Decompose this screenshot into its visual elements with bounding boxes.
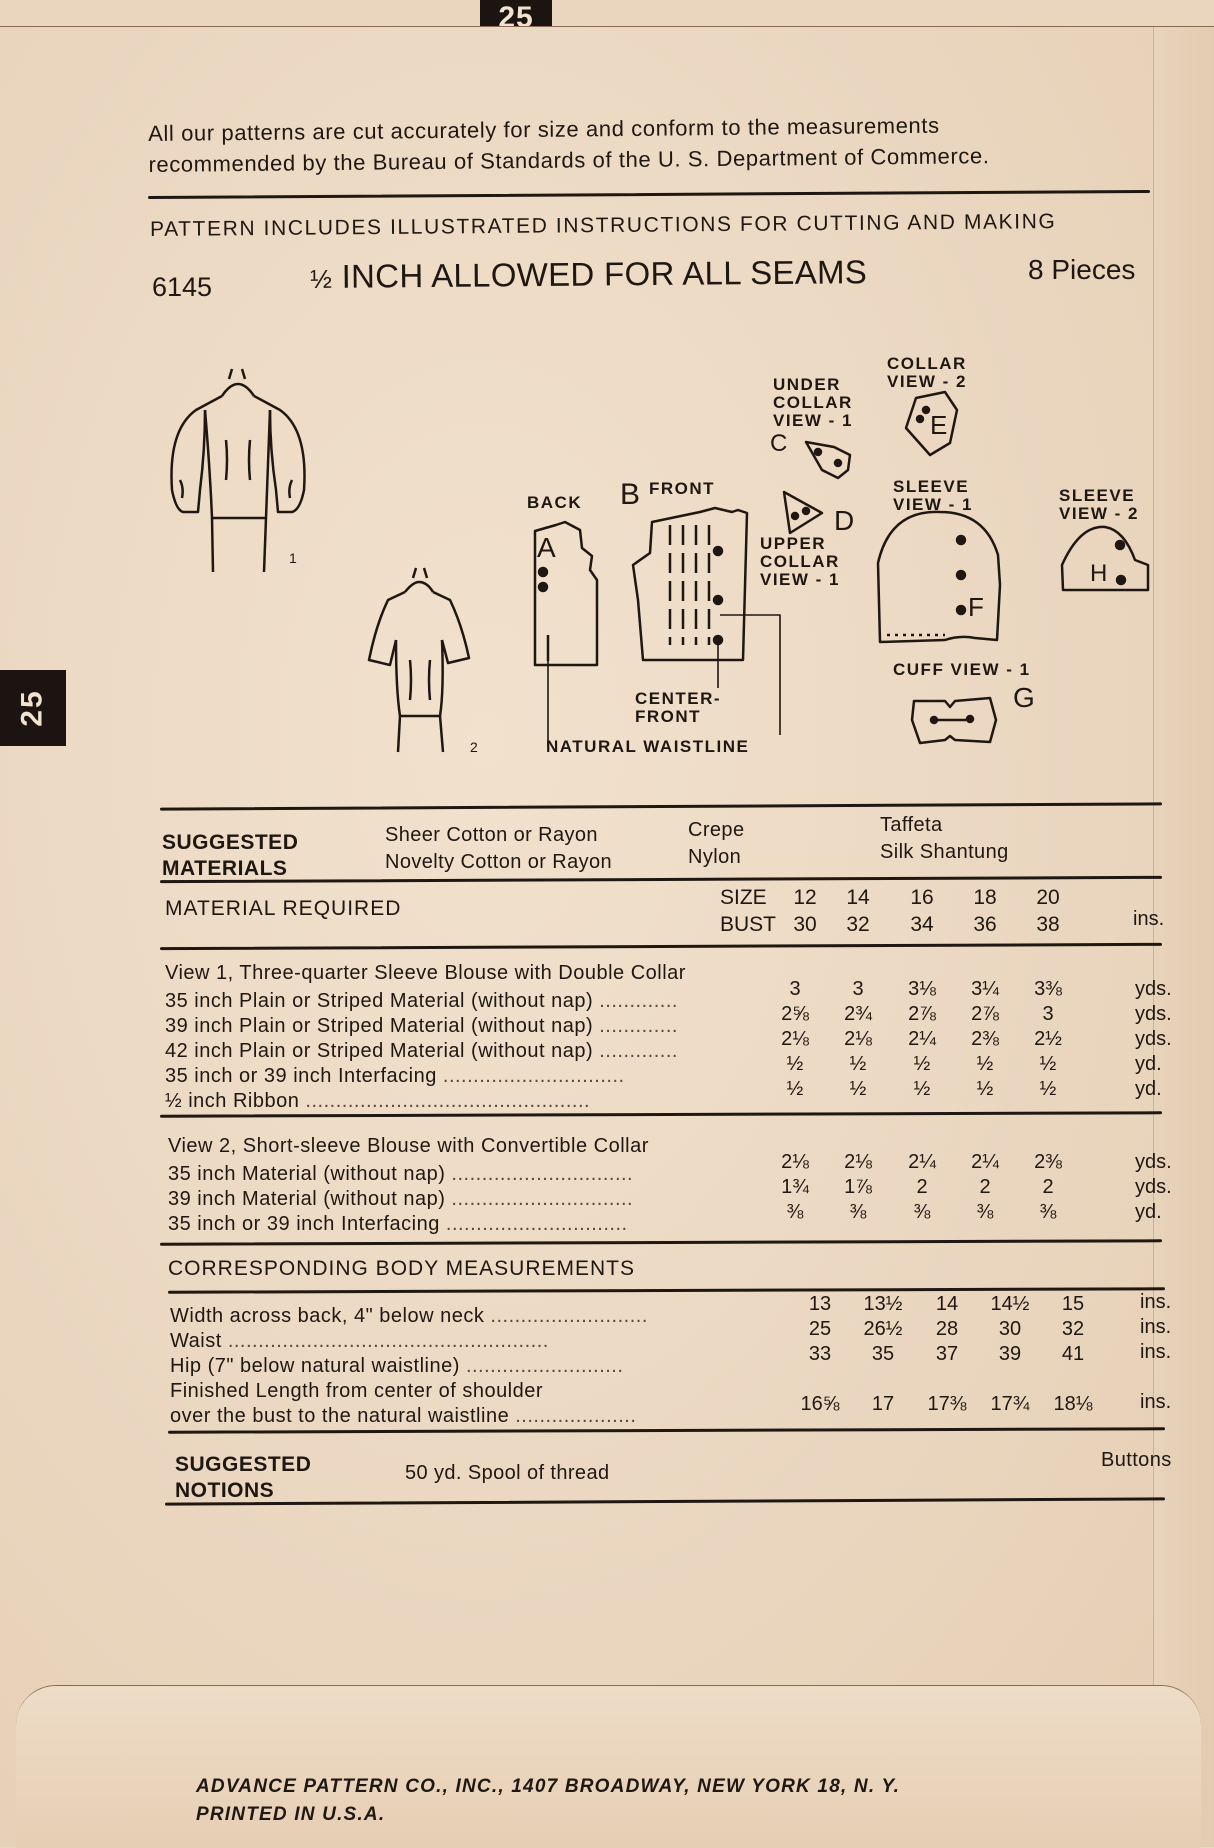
cell-value: 14 [935,1293,959,1315]
cell-value: ½ [849,1078,867,1100]
cell-value: 37 [935,1343,959,1365]
size-value: 18 [973,886,997,909]
unit-label: yd. [1135,1201,1162,1223]
view1-number: 1 [289,550,297,566]
seam-fraction: ½ [310,263,333,294]
row-label: 35 inch or 39 inch Interfacing .............................. [165,1065,625,1087]
cell-value: ½ [913,1053,931,1075]
materials-column-3: Taffeta Silk Shantung [880,814,1009,863]
size-value: 16 [910,886,934,909]
sleeve-view2-label: SLEEVE VIEW - 2 [1059,486,1140,523]
cell-value: 1⅞ [844,1176,872,1198]
front-letter: B [620,478,641,511]
cell-value: 2⅞ [908,1003,936,1025]
view2-blouse-illustration [369,568,469,752]
center-front-label: CENTER- FRONT [635,689,722,726]
cell-value: 2⅜ [971,1028,999,1050]
cell-value: 2⅛ [844,1151,872,1173]
cell-value: ⅜ [1039,1201,1057,1223]
suggested-materials-heading: SUGGESTED MATERIALS [162,831,299,880]
unit-label: ins. [1140,1291,1172,1313]
row-label: 35 inch or 39 inch Interfacing .............................. [168,1213,628,1235]
publisher-address: ADVANCE PATTERN CO., INC., 1407 BROADWAY, NEW YORK 18, N. Y. [196,1776,901,1797]
cell-value: 25 [808,1318,832,1340]
cell-value: 2⅞ [971,1003,999,1025]
cell-value: 16⅝ [800,1393,840,1415]
pattern-number: 6145 [152,272,213,302]
under-collar-pattern-piece [806,442,850,478]
size-value: 20 [1036,886,1060,909]
row-label: Width across back, 4" below neck .......................... [170,1305,648,1327]
cell-value: ⅜ [786,1201,804,1223]
seam-text: INCH ALLOWED FOR ALL SEAMS [341,253,868,295]
waistline-indicator-lines [548,615,780,747]
row-label: 39 inch Material (without nap) .............................. [168,1188,634,1210]
cell-value: 18⅛ [1053,1393,1093,1415]
cell-value: 41 [1061,1343,1085,1365]
cell-value: 2¼ [908,1151,936,1173]
front-pattern-piece-B [633,508,747,660]
row-label: ½ inch Ribbon ............................................... [165,1090,591,1112]
cell-value: 13½ [863,1293,903,1315]
cell-value: 35 [871,1343,895,1365]
cell-value: ⅜ [849,1201,867,1223]
cuff-pattern-piece [912,698,996,743]
cuff-letter: G [1013,682,1035,713]
notion-buttons: Buttons [1101,1449,1172,1471]
cell-value: ½ [1039,1053,1057,1075]
cell-value: 14½ [990,1293,1030,1315]
unit-label: ins. [1140,1341,1172,1363]
size-value: 14 [846,886,870,909]
piece-count: 8 Pieces [1028,254,1136,285]
back-label: BACK [527,493,583,512]
row-label: 35 inch Material (without nap) .............................. [168,1163,634,1185]
cell-value: 2⅝ [781,1003,809,1025]
bust-value: 34 [910,913,934,936]
cell-value: 2 [1042,1176,1054,1198]
bust-value: 36 [973,913,997,936]
illustrations-area [0,340,1214,790]
cell-value: ½ [976,1053,994,1075]
bust-value: 30 [793,913,817,936]
sleeve-view1-letter: F [968,592,984,622]
front-label: FRONT [649,479,716,498]
view1-blouse-illustration [172,369,305,572]
unit-label: yds. [1135,1028,1172,1050]
cell-value: 15 [1061,1293,1085,1315]
view1-title: View 1, Three-quarter Sleeve Blouse with Double Collar [165,962,686,984]
sleeve-view1-label: SLEEVE VIEW - 1 [893,477,974,514]
unit-label: yds. [1135,1176,1172,1198]
materials-column-1: Sheer Cotton or Rayon Novelty Cotton or Rayon [385,824,613,873]
row-label: Finished Length from center of shoulder [170,1380,544,1402]
sleeve-view2-letter: H [1090,560,1108,587]
publisher-footer [196,1773,900,1829]
intro-line-1: All our patterns are cut accurately for size and conform to the measurements [148,112,940,146]
cell-value: 2 [916,1176,928,1198]
size-value: 12 [793,886,817,909]
cuff-label: CUFF VIEW - 1 [893,660,1031,679]
cell-value: 2⅛ [781,1028,809,1050]
view2-number: 2 [470,739,478,755]
cell-value: ⅜ [913,1201,931,1223]
unit-label: yd. [1135,1078,1162,1100]
cell-value: 3 [789,978,801,1000]
cell-value: 28 [935,1318,959,1340]
cell-value: 3⅛ [908,978,936,1000]
cell-value: 3 [1042,1003,1054,1025]
cell-value: 3⅜ [1034,978,1062,1000]
cell-value: 39 [998,1343,1022,1365]
upper-collar-pattern-piece [784,492,822,533]
cell-value: ½ [913,1078,931,1100]
collar-view2-letter: E [930,410,948,440]
row-label: over the bust to the natural waistline .................... [170,1405,637,1427]
cell-value: 2¾ [844,1003,872,1025]
bust-value: 38 [1036,913,1060,936]
cell-value: 1¾ [781,1176,809,1198]
back-letter: A [537,532,556,563]
cell-value: 17¾ [990,1393,1030,1415]
bust-unit: ins. [1133,908,1165,930]
notion-thread: 50 yd. Spool of thread [405,1462,610,1484]
bust-label: BUST [720,913,777,936]
cell-value: 2⅛ [781,1151,809,1173]
cell-value: 26½ [863,1318,903,1340]
cell-value: ½ [786,1053,804,1075]
body-measurements-heading: CORRESPONDING BODY MEASUREMENTS [168,1257,636,1280]
cell-value: 17 [871,1393,895,1415]
material-required-heading: MATERIAL REQUIRED [165,897,402,920]
unit-label: ins. [1140,1391,1172,1413]
row-label: 39 inch Plain or Striped Material (without nap) ............. [165,1015,678,1037]
row-label: 42 inch Plain or Striped Material (without nap) ............. [165,1040,678,1062]
cell-value: 2¼ [908,1028,936,1050]
cell-value: ½ [786,1078,804,1100]
unit-label: ins. [1140,1316,1172,1338]
cell-value: 3 [852,978,864,1000]
pattern-includes-text: PATTERN INCLUDES ILLUSTRATED INSTRUCTIONS FOR CUTTING AND MAKING [150,210,1057,241]
cell-value: 3¼ [971,978,999,1000]
collar-view2-label: COLLAR VIEW - 2 [887,354,968,391]
size-tab-left-label: 25 [16,689,49,727]
cell-value: 17⅜ [927,1393,967,1415]
seam-allowance [310,253,867,296]
cell-value: ½ [849,1053,867,1075]
intro-line-2: recommended by the Bureau of Standards of the U. S. Department of Commerce. [148,143,990,177]
unit-label: yds. [1135,1003,1172,1025]
cell-value: 2⅜ [1034,1151,1062,1173]
materials-column-2: Crepe Nylon [688,819,745,868]
under-collar-label: UNDER COLLAR VIEW - 1 [773,375,854,430]
cell-value: ½ [976,1078,994,1100]
natural-waistline-label: NATURAL WAISTLINE [546,737,750,756]
size-label: SIZE [720,886,767,909]
cell-value: 2 [979,1176,991,1198]
unit-label: yd. [1135,1053,1162,1075]
row-label: Hip (7" below natural waistline) .......................... [170,1355,624,1377]
cell-value: ½ [1039,1078,1057,1100]
cell-value: 2½ [1034,1028,1062,1050]
cell-value: 32 [1061,1318,1085,1340]
suggested-notions-heading: SUGGESTED NOTIONS [175,1453,312,1502]
row-label: 35 inch Plain or Striped Material (without nap) ............. [165,990,678,1012]
printed-in: PRINTED IN U.S.A. [196,1804,386,1825]
upper-collar-letter: D [834,505,855,536]
cell-value: 33 [808,1343,832,1365]
cell-value: 2⅛ [844,1028,872,1050]
upper-collar-label: UPPER COLLAR VIEW - 1 [760,534,841,589]
unit-label: yds. [1135,1151,1172,1173]
intro-statement [148,107,1154,180]
cell-value: 13 [808,1293,832,1315]
cell-value: 2¼ [971,1151,999,1173]
cell-value: ⅜ [976,1201,994,1223]
cell-value: 30 [998,1318,1022,1340]
unit-label: yds. [1135,978,1172,1000]
view2-title: View 2, Short-sleeve Blouse with Convertible Collar [168,1135,649,1157]
size-tab-top: 25 [480,0,552,26]
under-collar-letter: C [770,430,788,457]
envelope-top-flap [0,0,1214,27]
row-label: Waist ..................................................... [170,1330,549,1352]
bust-value: 32 [846,913,870,936]
